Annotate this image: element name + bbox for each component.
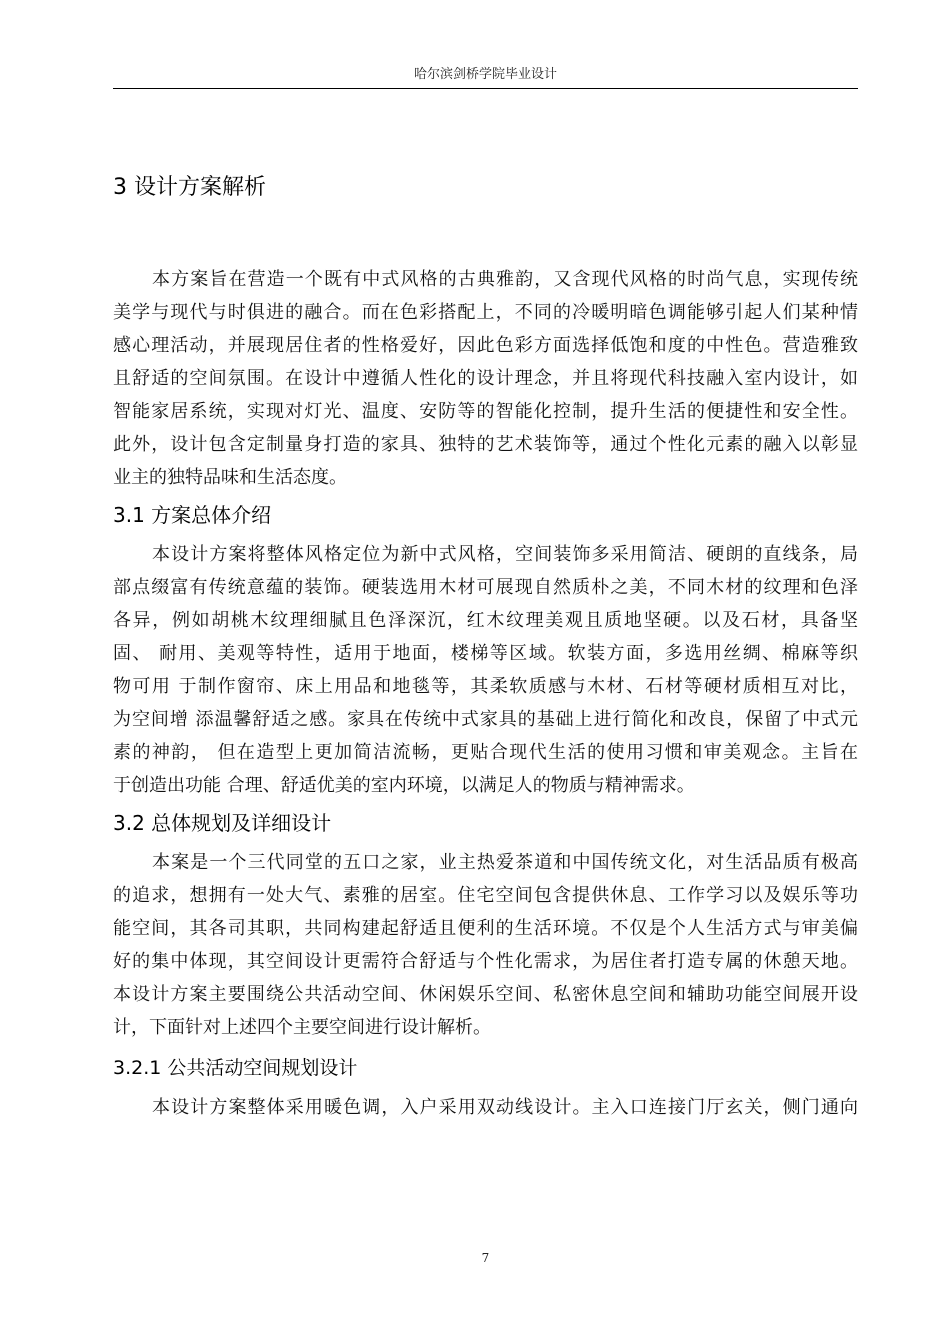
paragraph-line: 此外，设计包含定制量身打造的家具、独特的艺术装饰等，通过个性化元素的融入以彰显 bbox=[113, 434, 858, 455]
paragraph-line: 智能家居系统，实现对灯光、温度、安防等的智能化控制，提升生活的便捷性和安全性。 bbox=[113, 401, 858, 422]
chapter-heading: 3 设计方案解析 bbox=[113, 175, 266, 200]
paragraph-line: 固、 耐用、美观等特性，适用于地面，楼梯等区域。软装方面，多选用丝绸、棉麻等织 bbox=[113, 643, 858, 664]
section-heading-3-1: 3.1 方案总体介绍 bbox=[113, 503, 272, 527]
paragraph-line: 本设计方案主要围绕公共活动空间、休闲娱乐空间、私密休息空间和辅助功能空间展开设 bbox=[113, 984, 858, 1005]
running-header: 哈尔滨剑桥学院毕业设计 bbox=[413, 67, 557, 82]
paragraph-line: 为空间增 添温馨舒适之感。家具在传统中式家具的基础上进行简化和改良，保留了中式元 bbox=[113, 709, 858, 730]
paragraph-line: 于创造出功能 合理、舒适优美的室内环境，以满足人的物质与精神需求。 bbox=[113, 775, 695, 796]
section-3-1-paragraph bbox=[113, 538, 858, 802]
paragraph-line: 感心理活动，并展现居住者的性格爱好，因此色彩方面选择低饱和度的中性色。营造雅致 bbox=[113, 335, 858, 356]
paragraph-line: 本案是一个三代同堂的五口之家，业主热爱茶道和中国传统文化，对生活品质有极高 bbox=[152, 852, 858, 873]
section-3-2-1-paragraph bbox=[113, 1091, 858, 1124]
page-number: 7 bbox=[481, 1251, 490, 1265]
paragraph-line: 美学与现代与时俱进的融合。而在色彩搭配上，不同的冷暖明暗色调能够引起人们某种情 bbox=[113, 302, 858, 323]
section-heading-3-2-1: 3.2.1 公共活动空间规划设计 bbox=[113, 1057, 358, 1079]
paragraph-line: 各异，例如胡桃木纹理细腻且色泽深沉，红木纹理美观且质地坚硬。以及石材，具备坚 bbox=[113, 610, 858, 631]
paragraph-line: 本设计方案整体采用暖色调，入户采用双动线设计。主入口连接门厅玄关，侧门通向 bbox=[152, 1097, 858, 1118]
paragraph-line: 本设计方案将整体风格定位为新中式风格，空间装饰多采用简洁、硬朗的直线条，局 bbox=[152, 544, 858, 565]
paragraph-line: 计，下面针对上述四个主要空间进行设计解析。 bbox=[113, 1017, 491, 1038]
paragraph-line: 本方案旨在营造一个既有中式风格的古典雅韵，又含现代风格的时尚气息，实现传统 bbox=[152, 269, 858, 290]
header-rule bbox=[113, 88, 858, 89]
paragraph-line: 且舒适的空间氛围。在设计中遵循人性化的设计理念，并且将现代科技融入室内设计，如 bbox=[113, 368, 858, 389]
section-3-2-paragraph bbox=[113, 846, 858, 1044]
paragraph-line: 素的神韵， 但在造型上更加简洁流畅，更贴合现代生活的使用习惯和审美观念。主旨在 bbox=[113, 742, 858, 763]
paragraph-line: 物可用 于制作窗帘、床上用品和地毯等，其柔软质感与木材、石材等硬材质相互对比， bbox=[113, 676, 858, 697]
section-heading-3-2: 3.2 总体规划及详细设计 bbox=[113, 811, 332, 835]
paragraph-line: 部点缀富有传统意蕴的装饰。硬装选用木材可展现自然质朴之美，不同木材的纹理和色泽 bbox=[113, 577, 858, 598]
chapter-intro-paragraph bbox=[113, 263, 858, 494]
paragraph-line: 业主的独特品味和生活态度。 bbox=[113, 467, 347, 488]
paragraph-line: 好的集中体现，其空间设计更需符合舒适与个性化需求，为居住者打造专属的休憩天地。 bbox=[113, 951, 858, 972]
paragraph-line: 的追求，想拥有一处大气、素雅的居室。住宅空间包含提供休息、工作学习以及娱乐等功 bbox=[113, 885, 858, 906]
paragraph-line: 能空间，其各司其职，共同构建起舒适且便利的生活环境。不仅是个人生活方式与审美偏 bbox=[113, 918, 858, 939]
